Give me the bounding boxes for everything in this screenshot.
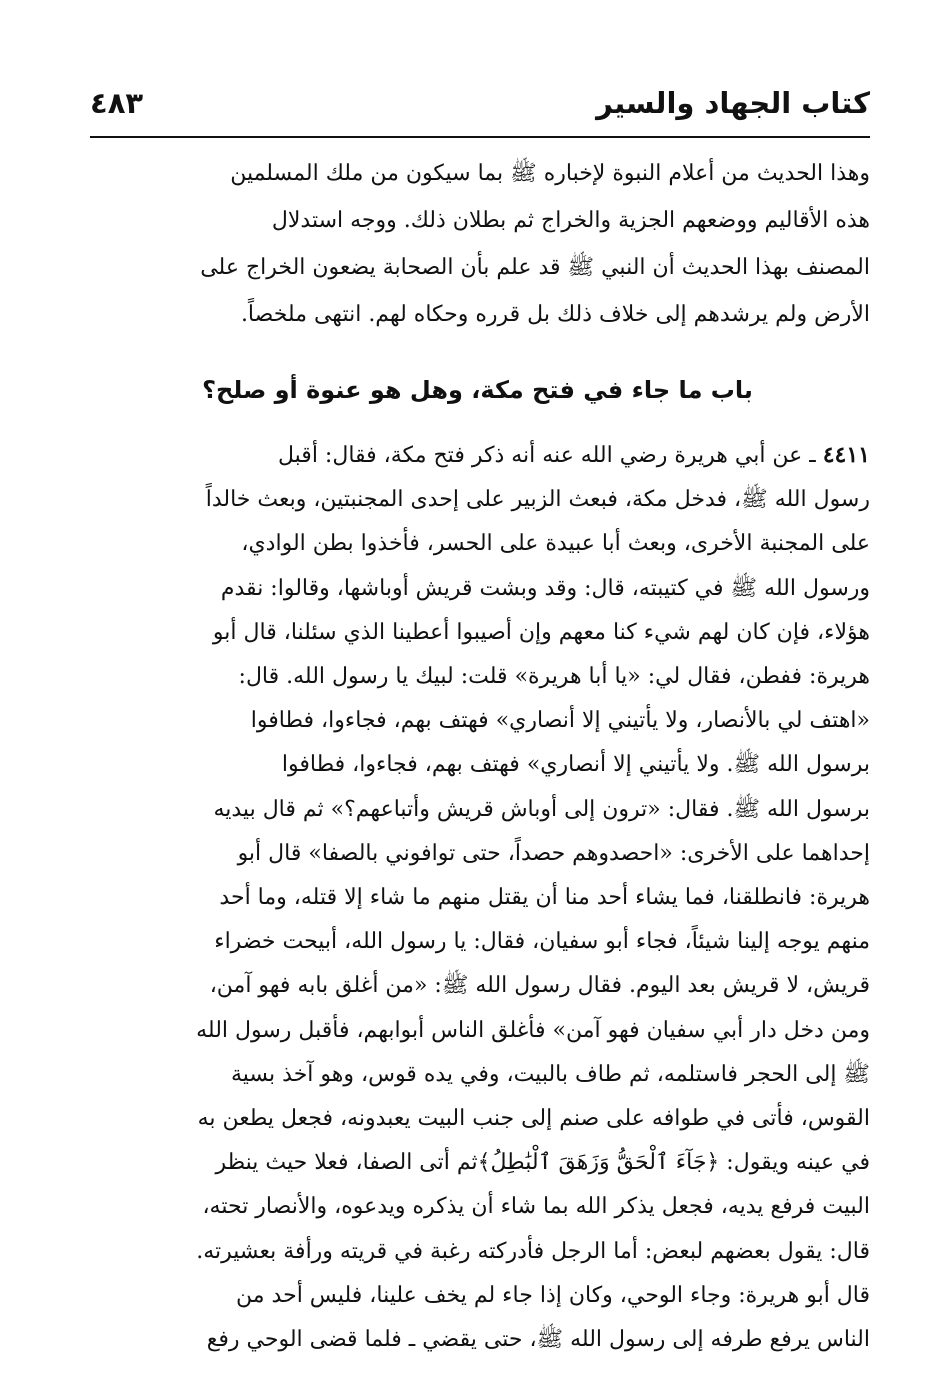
text-line: على المجنبة الأخرى، وبعث أبا عبيدة على الحسر، فأخذوا بطن الوادي، xyxy=(241,531,870,557)
intro-paragraph xyxy=(85,150,870,338)
hadith-paragraph xyxy=(85,433,870,1362)
text-line: الأرض ولم يرشدهم إلى خلاف ذلك بل قرره وحكاه لهم. انتهى ملخصاً. xyxy=(240,302,870,327)
text-line: منهم يوجه إلينا شيئاً، فجاء أبو سفيان، فقال: يا رسول الله، أبيحت خضراء xyxy=(214,929,870,955)
text-line xyxy=(85,433,870,478)
text-line: ﷺ إلى الحجر فاستلمه، ثم طاف بالبيت، وفي يده قوس، وهو آخذ بسية xyxy=(230,1061,870,1087)
text-line: في عينه ويقول: ﴿جَآءَ ٱلْحَقُّ وَزَهَقَ ٱلْبَٰطِلُ﴾ثم أتى الصفا، فعلا حيث ينظر xyxy=(215,1150,870,1176)
text-line: ومن دخل دار أبي سفيان فهو آمن» فأغلق الناس أبوابهم، فأقبل رسول الله xyxy=(196,1017,870,1043)
text-line: المصنف بهذا الحديث أن النبي ﷺ قد علم بأن الصحابة يضعون الخراج على xyxy=(200,255,870,280)
text-line: برسول الله ﷺ. ولا يأتيني إلا أنصاري» فهتف بهم، فجاءوا، فطافوا xyxy=(281,752,870,778)
text-line: هريرة: ففطن، فقال لي: «يا أبا هريرة» قلت: لبيك يا رسول الله. قال: xyxy=(238,664,870,690)
running-title: كتاب الجهاد والسير xyxy=(596,86,870,120)
text-line: قريش، لا قريش بعد اليوم. فقال رسول الله ﷺ: «من أغلق بابه فهو آمن، xyxy=(209,973,870,999)
text-line: وهذا الحديث من أعلام النبوة لإخباره ﷺ بما سيكون من ملك المسلمين xyxy=(230,161,870,186)
text-line: القوس، فأتى في طوافه على صنم إلى جنب البيت يعبدونه، فجعل يطعن به xyxy=(197,1106,870,1132)
hadith-number: ٤٤١١ xyxy=(822,442,870,468)
text-line: هريرة: فانطلقنا، فما يشاء أحد منا أن يقتل منهم ما شاء إلا قتله، وما أحد xyxy=(219,885,870,911)
text-line: هؤلاء، فإن كان لهم شيء كنا معهم وإن أصيبوا أعطينا الذي سئلنا، قال أبو xyxy=(212,619,870,645)
text-line: ورسول الله ﷺ في كتيبته، قال: وقد وبشت قريش أوباشها، وقالوا: نقدم xyxy=(220,575,870,601)
text-line: الناس يرفع طرفه إلى رسول الله ﷺ، حتى يقضي ـ فلما قضى الوحي رفع xyxy=(206,1327,870,1353)
header-divider xyxy=(90,136,870,138)
text-line: قال: يقول بعضهم لبعض: أما الرجل فأدركته رغبة في قريته ورأفة بعشيرته. xyxy=(196,1238,870,1264)
page-header xyxy=(90,82,870,132)
text-line: البيت فرفع يديه، فجعل يذكر الله بما شاء أن يذكره ويدعوه، والأنصار تحته، xyxy=(202,1194,870,1220)
chapter-heading: باب ما جاء في فتح مكة، وهل هو عنوة أو صلح؟ xyxy=(202,376,753,404)
text-line: رسول الله ﷺ، فدخل مكة، فبعث الزبير على إحدى المجنبتين، وبعث خالداً xyxy=(205,487,870,513)
text-line: إحداهما على الأخرى: «احصدوهم حصداً، حتى توافوني بالصفا» قال أبو xyxy=(237,840,870,866)
page-number: ٤٨٣ xyxy=(90,86,144,120)
hadith-opening: ـ عن أبي هريرة رضي الله عنه أنه ذكر فتح مكة، فقال: أقبل xyxy=(278,443,823,468)
text-line: برسول الله ﷺ. فقال: «ترون إلى أوباش قريش وأتباعهم؟» ثم قال بيديه xyxy=(213,796,870,822)
text-line: قال أبو هريرة: وجاء الوحي، وكان إذا جاء لم يخف علينا، فليس أحد من xyxy=(236,1282,870,1308)
text-line: هذه الأقاليم ووضعهم الجزية والخراج ثم بطلان ذلك. ووجه استدلال xyxy=(271,208,870,233)
text-line: «اهتف لي بالأنصار، ولا يأتيني إلا أنصاري» فهتف بهم، فجاءوا، فطافوا xyxy=(250,708,870,734)
